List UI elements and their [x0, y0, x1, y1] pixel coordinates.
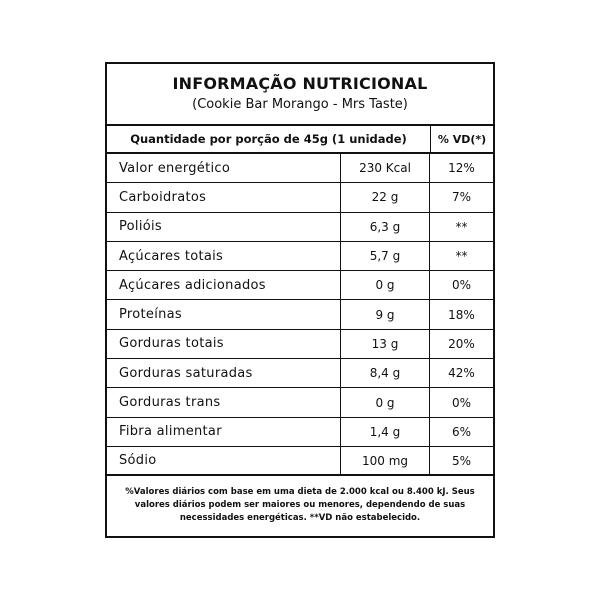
nutrient-vd: 0%: [451, 395, 472, 410]
table-row: [107, 213, 493, 242]
nutrient-name: Valor energético: [119, 160, 231, 176]
label-title: INFORMAÇÃO NUTRICIONAL: [172, 74, 428, 93]
table-row: [107, 300, 493, 329]
nutrient-amount: 22 g: [340, 183, 430, 211]
nutrient-vd: **: [455, 249, 468, 264]
nutrient-vd: 6%: [451, 424, 472, 439]
nutrient-vd: 18%: [448, 307, 475, 322]
table-row: [107, 271, 493, 300]
nutrient-amount: 0 g: [340, 388, 430, 416]
nutrient-amount: 9 g: [340, 300, 430, 328]
nutrient-amount: 13 g: [340, 330, 430, 358]
nutrient-amount: 1,4 g: [340, 418, 430, 446]
table-row: [107, 183, 493, 212]
nutrient-vd: 5%: [451, 453, 472, 468]
nutrition-label: [105, 62, 495, 538]
table-row: [107, 447, 493, 476]
nutrient-vd: 0%: [451, 278, 472, 293]
nutrient-vd: 20%: [448, 336, 475, 351]
table-row: [107, 154, 493, 183]
nutrient-vd: 7%: [451, 190, 472, 205]
label-subtitle: (Cookie Bar Morango - Mrs Taste): [192, 97, 408, 112]
nutrient-amount: 100 mg: [340, 447, 430, 474]
nutrient-name: Gorduras saturadas: [119, 365, 253, 381]
table-row: [107, 330, 493, 359]
nutrient-vd: **: [455, 219, 468, 234]
nutrient-amount: 230 Kcal: [340, 154, 430, 182]
nutrient-name: Gorduras totais: [119, 336, 224, 352]
nutrient-name: Açúcares adicionados: [119, 277, 266, 293]
nutrient-amount: 5,7 g: [340, 242, 430, 270]
nutrient-amount: 0 g: [340, 271, 430, 299]
table-row: [107, 242, 493, 271]
nutrient-name: Polióis: [119, 219, 162, 235]
nutrient-name: Açúcares totais: [119, 248, 224, 264]
nutrient-name: Sódio: [119, 453, 157, 469]
label-header: [107, 64, 493, 126]
serving-size-header: Quantidade por porção de 45g (1 unidade): [130, 132, 407, 146]
nutrient-amount: 8,4 g: [340, 359, 430, 387]
nutrient-vd: 12%: [448, 161, 475, 176]
footnote: %Valores diários com base em uma dieta de 2.000 kcal ou 8.400 kJ. Seus valores diários podem ser maiores ou menores, dependendo de suas necessidades energéticas. **VD não estabelecido.: [125, 487, 475, 524]
nutrient-name: Gorduras trans: [119, 395, 221, 411]
nutrient-name: Fibra alimentar: [119, 424, 222, 440]
nutrient-amount: 6,3 g: [340, 213, 430, 241]
table-header-row: [107, 126, 493, 154]
nutrient-vd: 42%: [448, 366, 475, 381]
table-row: [107, 418, 493, 447]
table-row: [107, 388, 493, 417]
vd-header: % VD(*): [430, 126, 493, 152]
nutrient-name: Proteínas: [119, 307, 183, 323]
table-row: [107, 359, 493, 388]
nutrient-name: Carboidratos: [119, 189, 207, 205]
